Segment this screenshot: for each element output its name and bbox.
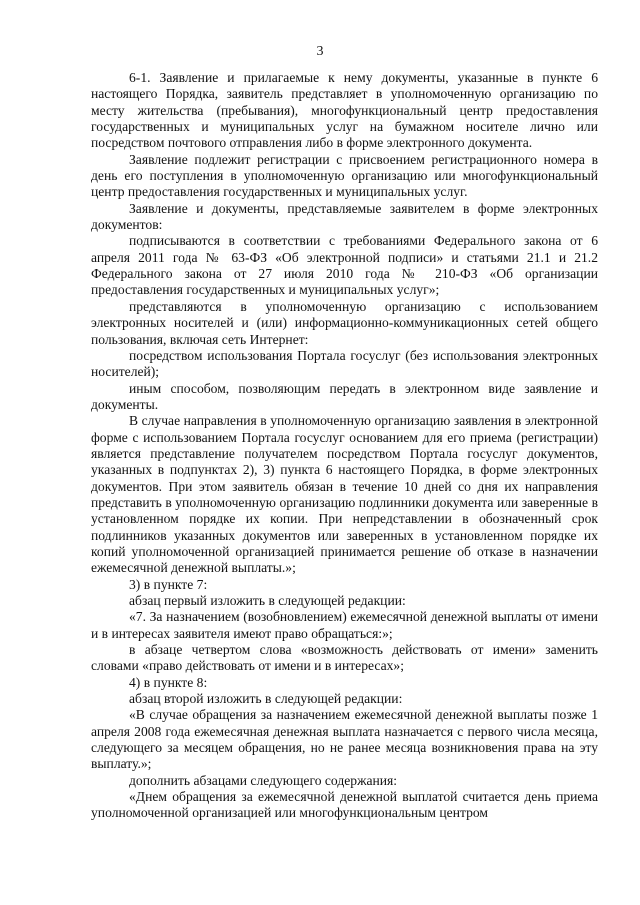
paragraph: абзац первый изложить в следующей редакции: [129,593,406,608]
paragraph: «7. За назначением (возобновлением) ежемесячной денежной выплаты от имени и в интересах заявителя имеют право обращаться:»; [91,609,598,641]
paragraph: иным способом, позволяющим передать в электронном виде заявление и документы. [91,380,598,412]
page-number: 3 [316,44,324,59]
paragraph: «В случае обращения за назначением ежемесячной денежной выплаты позже 1 апреля 2008 года ежемесячная денежная выплата назначается с первого числа месяца, следующего за месяцем обращения, но не ранее месяца возникновения права на эту выплату.»; [91,707,598,772]
paragraph: 3) в пункте 7: [129,576,208,592]
paragraph: в абзаце четвертом слова «возможность действовать от имени» заменить словами «право действовать от имени и в интересах»; [91,642,598,674]
paragraph: дополнить абзацами следующего содержания: [129,772,398,788]
paragraph: «Днем обращения за ежемесячной денежной выплатой считается день приема уполномоченной организацией или многофункциональным центром [91,789,598,821]
paragraph: абзац второй изложить в следующей редакции: [129,691,403,707]
paragraph: Заявление и документы, представляемые заявителем в форме электронных документов: [91,200,598,233]
paragraph: 6-1. Заявление и прилагаемые к нему документы, указанные в пункте 6 настоящего Порядка, заявитель представляет в уполномоченную организацию по месту жительства (пребывания), многофункциональный центр предоставления государственных и муниципальных услуг на бумажном носителе лично или посредством почтового отправления либо в форме электронного документа. [91,70,598,151]
paragraph: 4) в пункте 8: [129,674,208,690]
paragraph: подписываются в соответствии с требованиями Федерального закона от 6 апреля 2011 года № 63-ФЗ «Об электронной подписи» и статьями 21.1 и 21.2 Федерального закона от 27 июля 2010 года № 210-ФЗ «Об организации предоставления государственных и муниципальных услуг»; [91,233,598,298]
paragraph: представляются в уполномоченную организацию с использованием электронных носителей и (или) информационно-коммуникационных сетей общего пользования, включая сеть Интернет: [91,298,598,347]
paragraph: Заявление подлежит регистрации с присвоением регистрационного номера в день его поступления в уполномоченную организацию или многофункциональный центр предоставления государственных и муниципальных услуг. [91,151,598,200]
paragraph: посредством использования Портала госуслуг (без использования электронных носителей); [91,347,598,380]
document-body [91,70,598,822]
paragraph: В случае направления в уполномоченную организацию заявления в электронной форме с использованием Портала госуслуг основанием для его приема (регистрации) является представление получателем посредством Портала госуслуг документов, указанных в подпунктах 2), 3) пункта 6 настоящего Порядка, в форме электронных документов. При этом заявитель обязан в течение 10 дней со дня их направления представить в уполномоченную организацию подлинники документа или заверенные в установленном порядке их копии. При непредставлении в обозначенный срок подлинников указанных документов или заверенных в установленном порядке их копий уполномоченной организацией принимается решение об отказе в назначении ежемесячной денежной выплаты.»; [91,413,598,576]
